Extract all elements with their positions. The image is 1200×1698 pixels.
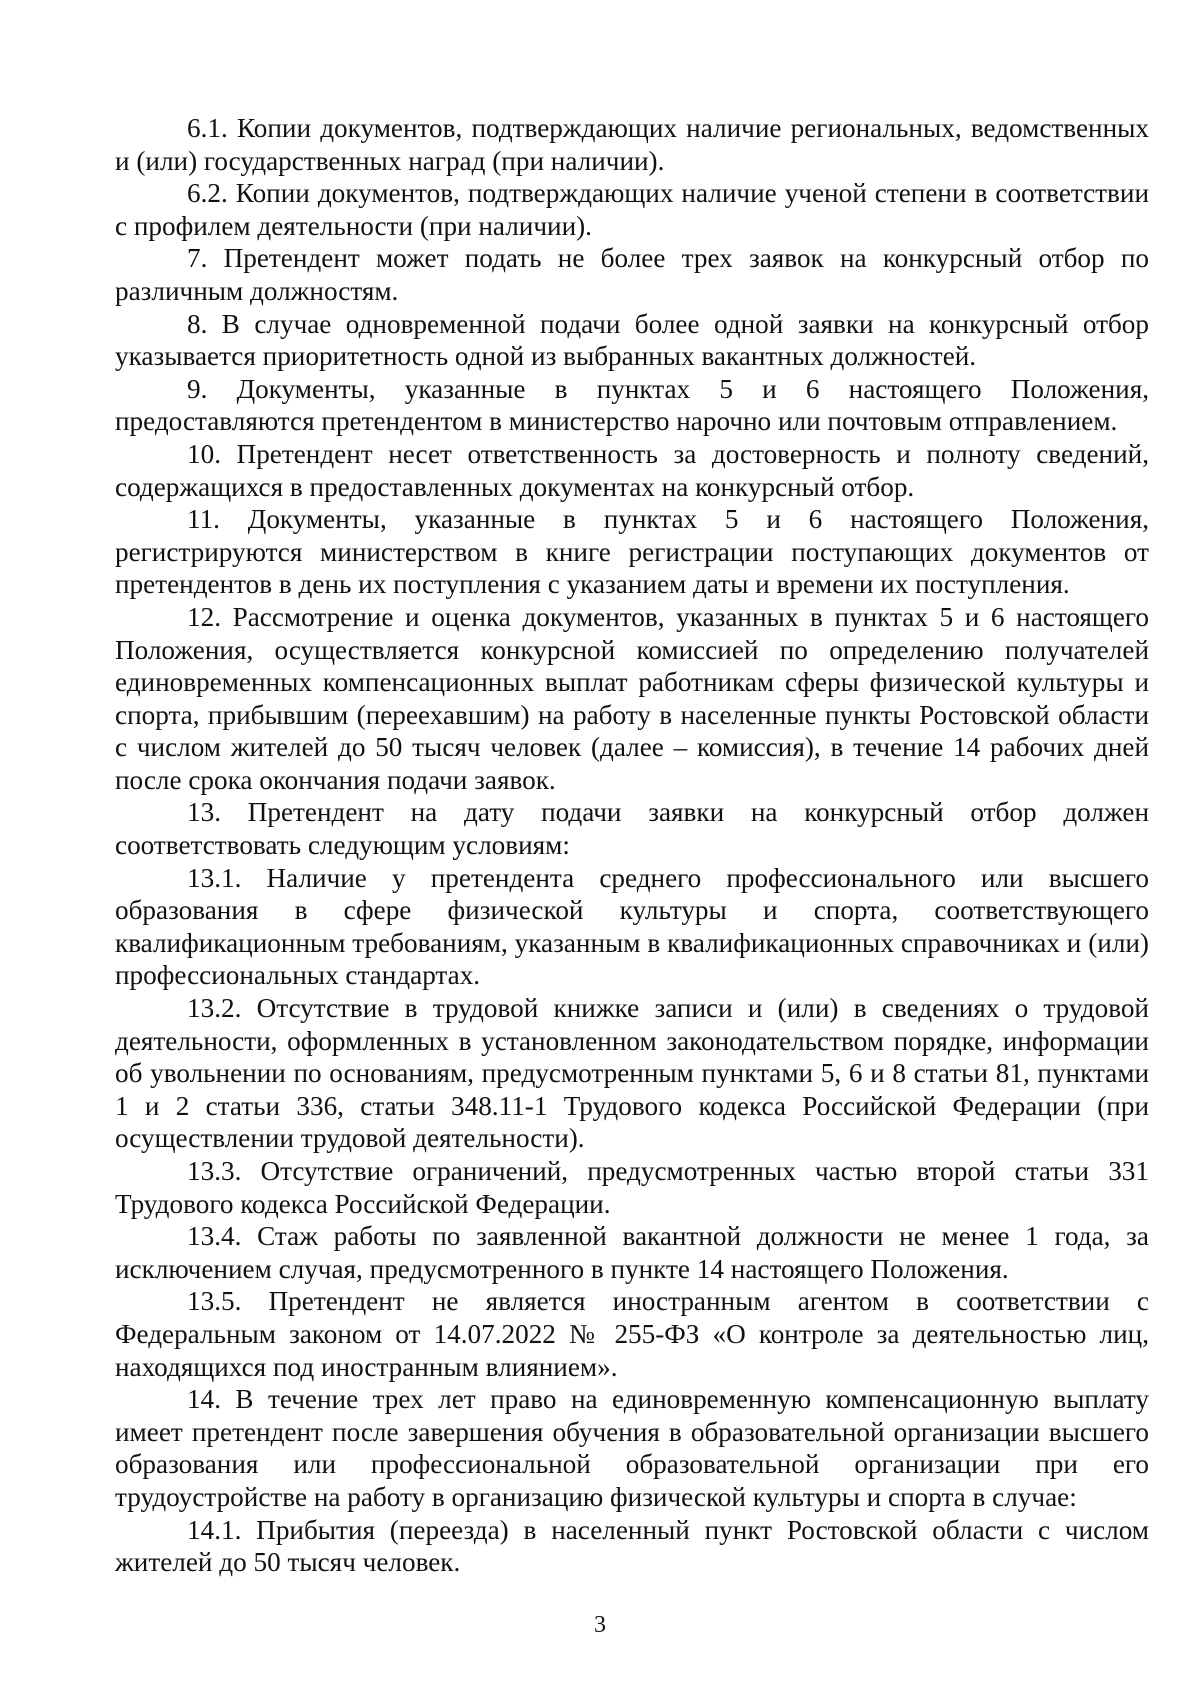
paragraph-13: 13. Претендент на дату подачи заявки на конкурсный отбор должен соответствовать следующим условиям: <box>115 797 1149 861</box>
paragraph-6-1: 6.1. Копии документов, подтверждающих наличие региональных, ведомственных и (или) государственных наград (при наличии). <box>115 113 1149 176</box>
paragraph-13-3: 13.3. Отсутствие ограничений, предусмотренных частью второй статьи 331 Трудового кодекса Российской Федерации. <box>115 1156 1149 1219</box>
paragraph-10: 10. Претендент несет ответственность за достоверность и полноту сведений, содержащихся в предоставленных документах на конкурсный отбор. <box>115 438 1149 502</box>
paragraph-13-4: 13.4. Стаж работы по заявленной вакантной должности не менее 1 года, за исключением случая, предусмотренного в пункте 14 настоящего Положения. <box>115 1221 1149 1284</box>
paragraph-12: 12. Рассмотрение и оценка документов, указанных в пунктах 5 и 6 настоящего Положения, осуществляется конкурсной комиссией по определению получателей единовременных компенсационных выплат работникам сферы физической культуры и спорта, прибывшим (переехавшим) на работу в населенные пункты Ростовской области с числом жителей до 50 тысяч человек (далее – комиссия), в течение 14 рабочих дней после срока окончания подачи заявок. <box>115 601 1149 795</box>
paragraph-8: 8. В случае одновременной подачи более одной заявки на конкурсный отбор указывается приоритетность одной из выбранных вакантных должностей. <box>115 308 1149 372</box>
document-body <box>115 112 1149 1579</box>
paragraph-7: 7. Претендент может подать не более трех заявок на конкурсный отбор по различным должностям. <box>115 243 1149 306</box>
paragraph-14-1: 14.1. Прибытия (переезда) в населенный пункт Ростовской области с числом жителей до 50 тысяч человек. <box>115 1514 1149 1578</box>
paragraph-9: 9. Документы, указанные в пунктах 5 и 6 настоящего Положения, предоставляются претендентом в министерство нарочно или почтовым отправлением. <box>115 373 1149 437</box>
page-number: 3 <box>594 1612 606 1638</box>
paragraph-11: 11. Документы, указанные в пунктах 5 и 6 настоящего Положения, регистрируются министерством в книге регистрации поступающих документов от претендентов в день их поступления с указанием даты и времени их поступления. <box>115 504 1149 600</box>
paragraph-13-5: 13.5. Претендент не является иностранным агентом в соответствии с Федеральным законом от 14.07.2022 № 255-ФЗ «О контроле за деятельностью лиц, находящихся под иностранным влиянием». <box>115 1286 1149 1382</box>
paragraph-13-1: 13.1. Наличие у претендента среднего профессионального или высшего образования в сфере физической культуры и спорта, соответствующего квалификационным требованиям, указанным в квалификационных справочниках и (или) профессиональных стандартах. <box>115 862 1149 991</box>
paragraph-14: 14. В течение трех лет право на единовременную компенсационную выплату имеет претендент после завершения обучения в образовательной организации высшего образования или профессиональной образовательной организации при его трудоустройстве на работу в организацию физической культуры и спорта в случае: <box>115 1384 1149 1512</box>
paragraph-6-2: 6.2. Копии документов, подтверждающих наличие ученой степени в соответствии с профилем деятельности (при наличии). <box>115 178 1149 241</box>
paragraph-13-2: 13.2. Отсутствие в трудовой книжке записи и (или) в сведениях о трудовой деятельности, оформленных в установленном законодательством порядке, информации об увольнении по основаниям, предусмотренным пунктами 5, 6 и 8 статьи 81, пунктами 1 и 2 статьи 336, статьи 348.11-1 Трудового кодекса Российской Федерации (при осуществлении трудовой деятельности). <box>115 993 1149 1154</box>
